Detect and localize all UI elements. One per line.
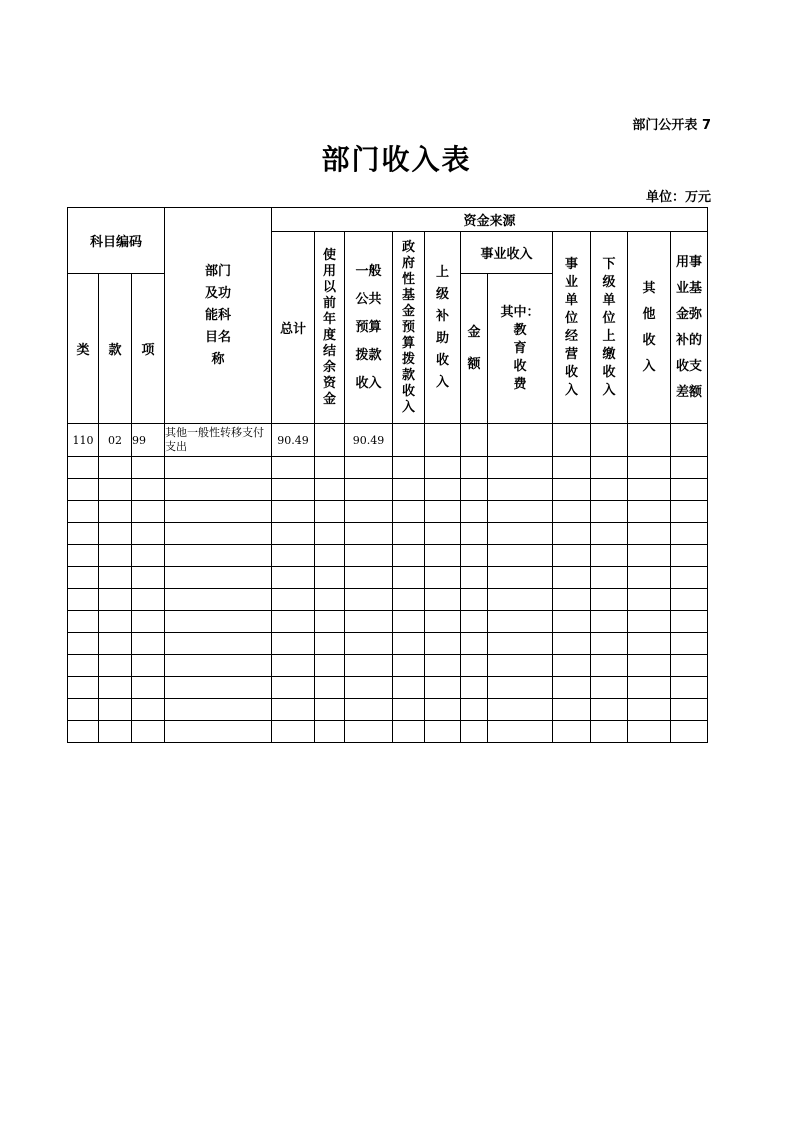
- table-row: [68, 633, 708, 655]
- empty-cell: [461, 721, 488, 743]
- empty-cell: [553, 457, 591, 479]
- empty-cell: [425, 479, 461, 501]
- empty-cell: [393, 567, 425, 589]
- empty-cell: [553, 545, 591, 567]
- empty-cell: [345, 611, 393, 633]
- header-amount: 金 额: [461, 274, 488, 424]
- empty-cell: [671, 523, 708, 545]
- empty-cell: [393, 699, 425, 721]
- empty-cell: [591, 501, 628, 523]
- empty-cell: [425, 655, 461, 677]
- empty-cell: [132, 699, 165, 721]
- empty-cell: [272, 523, 315, 545]
- empty-cell: [345, 457, 393, 479]
- empty-cell: [272, 721, 315, 743]
- header-superior-subsidy: 上 级 补 助 收 入: [425, 232, 461, 424]
- empty-cell: [591, 655, 628, 677]
- empty-cell: [628, 479, 671, 501]
- empty-cell: [553, 721, 591, 743]
- empty-cell: [315, 721, 345, 743]
- empty-cell: [99, 567, 132, 589]
- empty-cell: [165, 699, 272, 721]
- empty-cell: [591, 677, 628, 699]
- empty-cell: [488, 699, 553, 721]
- cell-name: 其他一般性转移支付支出: [165, 424, 272, 457]
- empty-cell: [671, 721, 708, 743]
- cell-total: 90.49: [272, 424, 315, 457]
- header-kuan: 款: [99, 274, 132, 424]
- header-business-income: 事业收入: [461, 232, 553, 274]
- empty-cell: [425, 457, 461, 479]
- empty-cell: [425, 677, 461, 699]
- empty-cell: [99, 699, 132, 721]
- empty-cell: [628, 699, 671, 721]
- empty-cell: [591, 523, 628, 545]
- empty-cell: [345, 523, 393, 545]
- empty-cell: [272, 699, 315, 721]
- empty-cell: [345, 699, 393, 721]
- empty-cell: [461, 545, 488, 567]
- table-row: [68, 567, 708, 589]
- empty-cell: [671, 633, 708, 655]
- empty-cell: [671, 699, 708, 721]
- empty-cell: [132, 479, 165, 501]
- empty-cell: [165, 545, 272, 567]
- empty-cell: [461, 589, 488, 611]
- empty-cell: [628, 523, 671, 545]
- empty-cell: [345, 479, 393, 501]
- empty-cell: [165, 523, 272, 545]
- empty-cell: [393, 523, 425, 545]
- header-gov-fund: 政 府 性 基 金 预 算 拨 款 收 入: [393, 232, 425, 424]
- empty-cell: [99, 545, 132, 567]
- empty-cell: [345, 589, 393, 611]
- empty-cell: [68, 633, 99, 655]
- cell-edu-fee: [488, 424, 553, 457]
- table-row: [68, 479, 708, 501]
- empty-cell: [425, 721, 461, 743]
- income-table: [67, 207, 708, 743]
- cell-other-income: [628, 424, 671, 457]
- empty-cell: [132, 633, 165, 655]
- unit-label: 单位：万元: [645, 190, 711, 205]
- empty-cell: [461, 611, 488, 633]
- header-subject-code: 科目编码: [68, 208, 165, 274]
- empty-cell: [315, 633, 345, 655]
- empty-cell: [628, 633, 671, 655]
- empty-cell: [132, 457, 165, 479]
- empty-cell: [315, 545, 345, 567]
- empty-cell: [628, 567, 671, 589]
- empty-cell: [99, 523, 132, 545]
- empty-cell: [671, 655, 708, 677]
- empty-cell: [461, 699, 488, 721]
- table-row: [68, 699, 708, 721]
- empty-cell: [393, 545, 425, 567]
- empty-cell: [272, 633, 315, 655]
- table-label: 部门公开表 7: [632, 118, 711, 133]
- empty-cell: [99, 721, 132, 743]
- empty-cell: [488, 567, 553, 589]
- empty-cell: [488, 655, 553, 677]
- empty-cell: [315, 479, 345, 501]
- empty-cell: [272, 501, 315, 523]
- empty-cell: [68, 721, 99, 743]
- empty-cell: [393, 677, 425, 699]
- table-row: [68, 523, 708, 545]
- header-xiang: 项: [132, 274, 165, 424]
- header-funding-source: 资金来源: [272, 208, 708, 232]
- empty-cell: [591, 721, 628, 743]
- empty-cell: [272, 567, 315, 589]
- empty-cell: [591, 457, 628, 479]
- header-general-budget: 一般 公共 预算 拨款 收入: [345, 232, 393, 424]
- empty-cell: [272, 479, 315, 501]
- empty-cell: [488, 677, 553, 699]
- empty-cell: [461, 567, 488, 589]
- empty-cell: [553, 655, 591, 677]
- empty-cell: [165, 479, 272, 501]
- empty-cell: [99, 589, 132, 611]
- header-dept-name: 部门 及功 能科 目名 称: [165, 208, 272, 424]
- empty-cell: [68, 523, 99, 545]
- cell-fund-offset: [671, 424, 708, 457]
- empty-cell: [553, 523, 591, 545]
- empty-cell: [393, 479, 425, 501]
- empty-cell: [393, 589, 425, 611]
- empty-cell: [553, 479, 591, 501]
- empty-cell: [553, 589, 591, 611]
- empty-cell: [671, 545, 708, 567]
- empty-cell: [591, 589, 628, 611]
- empty-cell: [165, 457, 272, 479]
- empty-cell: [165, 501, 272, 523]
- empty-cell: [488, 523, 553, 545]
- empty-cell: [132, 523, 165, 545]
- empty-cell: [272, 611, 315, 633]
- empty-cell: [99, 611, 132, 633]
- empty-cell: [488, 589, 553, 611]
- empty-cell: [553, 501, 591, 523]
- empty-cell: [628, 721, 671, 743]
- empty-cell: [425, 501, 461, 523]
- table-row: [68, 545, 708, 567]
- empty-cell: [393, 655, 425, 677]
- cell-amount: [461, 424, 488, 457]
- empty-cell: [132, 611, 165, 633]
- empty-cell: [345, 567, 393, 589]
- empty-cell: [553, 677, 591, 699]
- empty-cell: [132, 721, 165, 743]
- empty-cell: [425, 567, 461, 589]
- empty-cell: [461, 655, 488, 677]
- empty-cell: [68, 611, 99, 633]
- empty-cell: [591, 567, 628, 589]
- empty-cell: [671, 457, 708, 479]
- header-prior-balance: 使 用 以 前 年 度 结 余 资 金: [315, 232, 345, 424]
- empty-cell: [99, 677, 132, 699]
- empty-cell: [132, 655, 165, 677]
- table-row: [68, 655, 708, 677]
- empty-cell: [315, 457, 345, 479]
- empty-cell: [393, 611, 425, 633]
- empty-cell: [628, 677, 671, 699]
- empty-cell: [628, 611, 671, 633]
- empty-cell: [671, 567, 708, 589]
- table-row: [68, 501, 708, 523]
- empty-cell: [553, 633, 591, 655]
- empty-cell: [591, 479, 628, 501]
- header-total: 总计: [272, 232, 315, 424]
- empty-cell: [628, 545, 671, 567]
- empty-cell: [461, 457, 488, 479]
- empty-cell: [99, 655, 132, 677]
- empty-cell: [165, 611, 272, 633]
- empty-cell: [591, 633, 628, 655]
- empty-cell: [68, 545, 99, 567]
- empty-cell: [628, 501, 671, 523]
- empty-cell: [165, 567, 272, 589]
- empty-cell: [553, 567, 591, 589]
- empty-cell: [99, 633, 132, 655]
- empty-cell: [671, 677, 708, 699]
- empty-cell: [425, 589, 461, 611]
- header-fund-offset: 用事 业基 金弥 补的 收支 差额: [671, 232, 708, 424]
- empty-cell: [68, 699, 99, 721]
- empty-cell: [272, 655, 315, 677]
- table-row: [68, 721, 708, 743]
- cell-general-budget: 90.49: [345, 424, 393, 457]
- empty-cell: [488, 721, 553, 743]
- empty-cell: [99, 501, 132, 523]
- empty-cell: [488, 501, 553, 523]
- cell-superior-subsidy: [425, 424, 461, 457]
- empty-cell: [671, 501, 708, 523]
- table-row: [68, 611, 708, 633]
- empty-cell: [315, 699, 345, 721]
- cell-xiang: 99: [132, 424, 165, 457]
- empty-cell: [393, 501, 425, 523]
- empty-rows: [68, 457, 708, 743]
- empty-cell: [591, 611, 628, 633]
- empty-cell: [393, 721, 425, 743]
- header-edu-fee: 其中： 教 育 收 费: [488, 274, 553, 424]
- empty-cell: [393, 457, 425, 479]
- empty-cell: [68, 677, 99, 699]
- empty-cell: [345, 721, 393, 743]
- cell-business-unit-ops: [553, 424, 591, 457]
- empty-cell: [315, 567, 345, 589]
- empty-cell: [68, 589, 99, 611]
- empty-cell: [165, 655, 272, 677]
- empty-cell: [628, 655, 671, 677]
- cell-kuan: 02: [99, 424, 132, 457]
- empty-cell: [272, 677, 315, 699]
- empty-cell: [165, 589, 272, 611]
- empty-cell: [488, 545, 553, 567]
- empty-cell: [315, 677, 345, 699]
- empty-cell: [132, 589, 165, 611]
- table-row: [68, 424, 708, 457]
- empty-cell: [553, 611, 591, 633]
- cell-subordinate-unit: [591, 424, 628, 457]
- cell-prior-balance: [315, 424, 345, 457]
- header-lei: 类: [68, 274, 99, 424]
- empty-cell: [461, 479, 488, 501]
- empty-cell: [488, 633, 553, 655]
- empty-cell: [165, 721, 272, 743]
- empty-cell: [425, 699, 461, 721]
- cell-gov-fund: [393, 424, 425, 457]
- empty-cell: [345, 501, 393, 523]
- header-other-income: 其 他 收 入: [628, 232, 671, 424]
- empty-cell: [132, 567, 165, 589]
- empty-cell: [345, 655, 393, 677]
- cell-lei: 110: [68, 424, 99, 457]
- empty-cell: [425, 545, 461, 567]
- empty-cell: [425, 633, 461, 655]
- empty-cell: [488, 611, 553, 633]
- empty-cell: [132, 545, 165, 567]
- empty-cell: [315, 611, 345, 633]
- empty-cell: [345, 677, 393, 699]
- empty-cell: [68, 567, 99, 589]
- empty-cell: [272, 545, 315, 567]
- page-title: 部门收入表: [321, 143, 472, 176]
- empty-cell: [628, 457, 671, 479]
- empty-cell: [591, 545, 628, 567]
- empty-cell: [165, 677, 272, 699]
- empty-cell: [671, 479, 708, 501]
- empty-cell: [553, 699, 591, 721]
- empty-cell: [345, 633, 393, 655]
- empty-cell: [99, 457, 132, 479]
- empty-cell: [671, 589, 708, 611]
- empty-cell: [68, 655, 99, 677]
- empty-cell: [393, 633, 425, 655]
- empty-cell: [315, 589, 345, 611]
- empty-cell: [488, 479, 553, 501]
- empty-cell: [345, 545, 393, 567]
- empty-cell: [272, 589, 315, 611]
- empty-cell: [315, 523, 345, 545]
- empty-cell: [68, 479, 99, 501]
- empty-cell: [461, 523, 488, 545]
- empty-cell: [461, 677, 488, 699]
- empty-cell: [132, 677, 165, 699]
- empty-cell: [591, 699, 628, 721]
- empty-cell: [315, 655, 345, 677]
- empty-cell: [425, 523, 461, 545]
- empty-cell: [628, 589, 671, 611]
- empty-cell: [272, 457, 315, 479]
- empty-cell: [165, 633, 272, 655]
- empty-cell: [461, 633, 488, 655]
- empty-cell: [671, 611, 708, 633]
- empty-cell: [315, 501, 345, 523]
- header-subordinate-unit: 下 级 单 位 上 缴 收 入: [591, 232, 628, 424]
- table-row: [68, 677, 708, 699]
- empty-cell: [68, 501, 99, 523]
- empty-cell: [425, 611, 461, 633]
- header-business-unit-ops: 事 业 单 位 经 营 收 入: [553, 232, 591, 424]
- empty-cell: [132, 501, 165, 523]
- table-row: [68, 457, 708, 479]
- table-row: [68, 589, 708, 611]
- empty-cell: [488, 457, 553, 479]
- empty-cell: [99, 479, 132, 501]
- empty-cell: [68, 457, 99, 479]
- empty-cell: [461, 501, 488, 523]
